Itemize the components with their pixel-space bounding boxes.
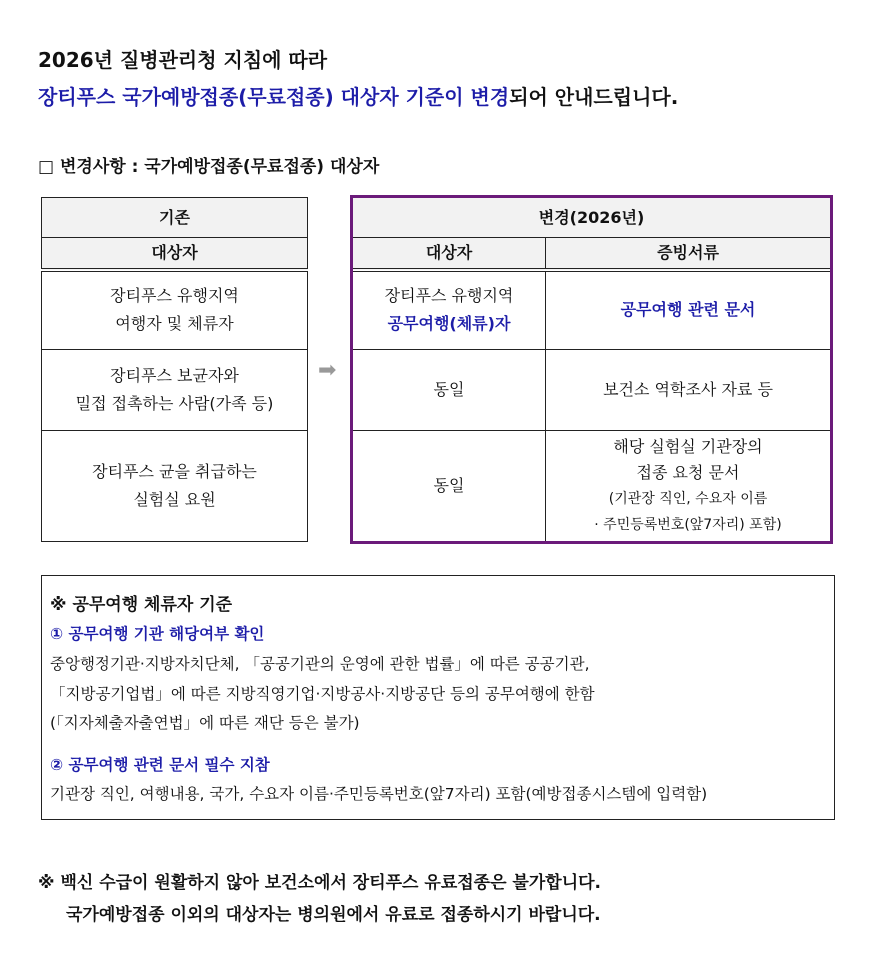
changed-criteria-table (352, 197, 831, 542)
table-cell (353, 270, 546, 350)
box-line: 중앙행정기관·지방자치단체, 「공공기관의 운영에 관한 법률」에 따른 공공기관, (50, 655, 590, 673)
note-line1: ※ 백신 수급이 원활하지 않아 보건소에서 장티푸스 유료접종은 불가합니다. (38, 873, 601, 893)
column-header: 대상자 (42, 238, 308, 270)
column-header: 대상자 (353, 238, 546, 270)
cell-line: 밀접 접촉하는 사람(가족 등) (75, 394, 274, 413)
box-title: ※ 공무여행 체류자 기준 (50, 595, 233, 615)
cell-line: 공무여행(체류)자 (387, 314, 511, 334)
cell-line: 접종 요청 문서 (636, 463, 740, 482)
table-cell: 보건소 역학조사 자료 등 (546, 350, 831, 431)
criteria-box (41, 575, 835, 820)
table-cell (42, 431, 308, 542)
right-arrow-icon: ➡ (318, 358, 337, 383)
table-header: 변경(2026년) (353, 198, 831, 238)
title-rest: 되어 안내드립니다. (509, 85, 679, 109)
previous-criteria-table (41, 197, 308, 542)
note-line2: 국가예방접종 이외의 대상자는 병의원에서 유료로 접종하시기 바랍니다. (66, 905, 601, 925)
table-cell: 동일 (353, 431, 546, 542)
table-cell (42, 350, 308, 431)
cell-line: 장티푸스 유행지역 (384, 286, 514, 306)
cell-line: (기관장 직인, 수요자 이름 (608, 491, 768, 507)
column-header: 증빙서류 (546, 238, 831, 270)
cell-line: · 주민등록번호(앞7자리) 포함) (594, 517, 782, 533)
title-line1: 2026년 질병관리청 지침에 따라 (38, 48, 328, 72)
table-cell: 공무여행 관련 문서 (546, 270, 831, 350)
subsection-title: ① 공무여행 기관 해당여부 확인 (50, 625, 265, 643)
section-heading: □ 변경사항 : 국가예방접종(무료접종) 대상자 (38, 157, 380, 177)
title-highlight: 장티푸스 국가예방접종(무료접종) 대상자 기준이 변경 (38, 85, 510, 109)
cell-line: 해당 실험실 기관장의 (613, 437, 763, 456)
cell-line: 장티푸스 유행지역 (110, 286, 239, 306)
title-line2 (38, 81, 678, 110)
table-cell: 동일 (353, 350, 546, 431)
cell-line: 장티푸스 균을 취급하는 (92, 462, 257, 481)
table-header: 기존 (42, 198, 308, 238)
cell-line: 여행자 및 체류자 (115, 314, 234, 334)
box-line: 「지방공기업법」에 따른 지방직영기업·지방공사·지방공단 등의 공무여행에 한함 (50, 685, 595, 703)
cell-line: 장티푸스 보균자와 (110, 366, 239, 385)
box-line: (「지자체출자출연법」에 따른 재단 등은 불가) (50, 714, 360, 732)
table-cell (42, 270, 308, 350)
subsection-title: ② 공무여행 관련 문서 필수 지참 (50, 756, 270, 774)
table-cell (546, 431, 831, 542)
box-line: 기관장 직인, 여행내용, 국가, 수요자 이름·주민등록번호(앞7자리) 포함(예방접종시스템에 입력함) (50, 785, 708, 803)
cell-line: 실험실 요원 (133, 490, 216, 509)
